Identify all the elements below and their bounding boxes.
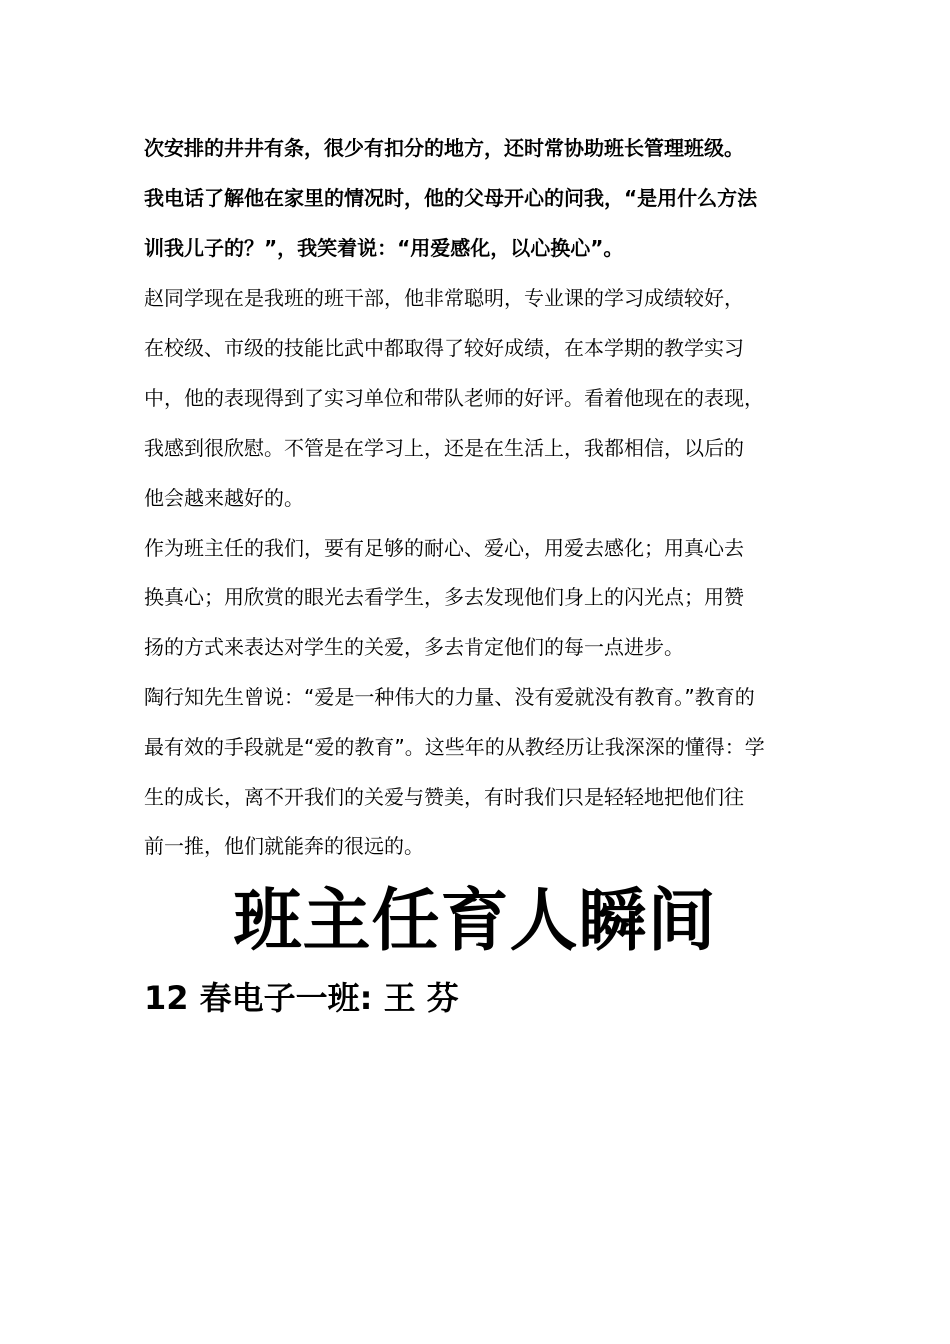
paragraph-line: 训我儿子的？”，我笑着说：“用爱感化，以心换心”。	[144, 236, 624, 260]
paragraph-line: 换真心；用欣赏的眼光去看学生，多去发现他们身上的闪光点；用赞	[144, 585, 744, 609]
paragraph-line: 作为班主任的我们，要有足够的耐心、爱心，用爱去感化；用真心去	[144, 536, 744, 560]
paragraph-line: 中，他的表现得到了实习单位和带队老师的好评。看着他现在的表现，	[144, 386, 764, 410]
paragraph-line: 最有效的手段就是“爱的教育”。这些年的从教经历让我深深的懂得：学	[144, 735, 765, 759]
paragraph-line: 生的成长，离不开我们的关爱与赞美，有时我们只是轻轻地把他们往	[144, 785, 744, 809]
paragraph-line: 我电话了解他在家里的情况时，他的父母开心的问我，“是用什么方法	[144, 186, 758, 210]
paragraph-line: 扬的方式来表达对学生的关爱，多去肯定他们的每一点进步。	[144, 635, 684, 659]
paragraph-line: 赵同学现在是我班的班干部，他非常聪明，专业课的学习成绩较好，	[144, 286, 744, 310]
paragraph-line: 次安排的井井有条，很少有扣分的地方，还时常协助班长管理班级。	[144, 136, 744, 160]
paragraph-line: 陶行知先生曾说：“爱是一种伟大的力量、没有爱就没有教育。”教育的	[144, 685, 755, 709]
paragraph-line: 前一推，他们就能奔的很远的。	[144, 834, 424, 858]
section-title: 班主任育人瞬间	[233, 882, 717, 961]
paragraph-line: 在校级、市级的技能比武中都取得了较好成绩，在本学期的教学实习	[144, 336, 744, 360]
paragraph-line: 他会越来越好的。	[144, 486, 304, 510]
author-line: 12 春电子一班: 王 芬	[144, 979, 459, 1017]
paragraph-line: 我感到很欣慰。不管是在学习上，还是在生活上，我都相信，以后的	[144, 436, 744, 460]
